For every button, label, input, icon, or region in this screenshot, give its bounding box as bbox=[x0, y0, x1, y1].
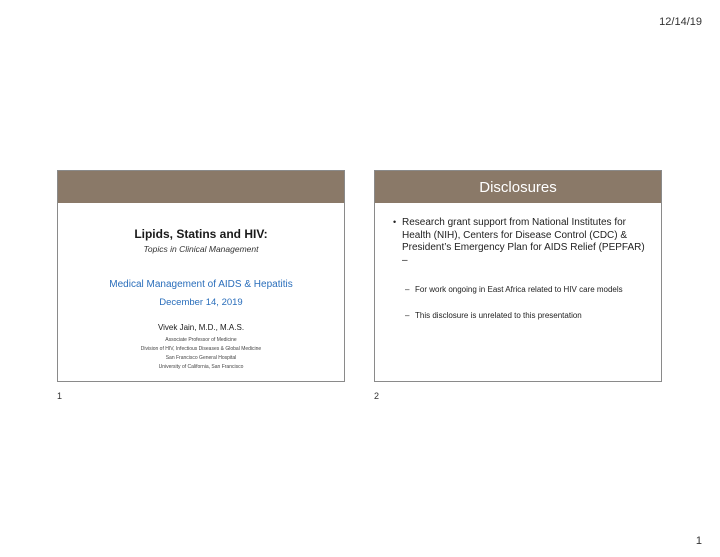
sub-bullet-text: This disclosure is unrelated to this presentation bbox=[415, 311, 582, 321]
speaker-name: Vivek Jain, M.D., M.A.S. bbox=[157, 323, 245, 332]
sub-bullet-item bbox=[405, 311, 645, 321]
sub-bullet-item bbox=[405, 285, 645, 295]
slide-1-number: 1 bbox=[57, 391, 63, 401]
affiliation-line: San Francisco General Hospital bbox=[165, 355, 237, 361]
page-date: 12/14/19 bbox=[659, 16, 702, 28]
slide-1-title: Lipids, Statins and HIV: bbox=[134, 227, 268, 241]
slide-1-header-bar bbox=[58, 171, 344, 203]
slide-1 bbox=[57, 170, 345, 382]
affiliation-line: Division of HIV, Infectious Diseases & Global Medicine bbox=[140, 346, 262, 352]
dash-icon: – bbox=[405, 285, 410, 294]
dash-icon: – bbox=[405, 311, 410, 321]
slide-1-subtitle: Topics in Clinical Management bbox=[143, 244, 259, 254]
bullet-text: Research grant support from National Institutes for Health (NIH), Centers for Disease Control (CDC) & President’s Emergency Plan for AIDS Relief (PEPFAR) – bbox=[402, 217, 645, 266]
affiliation-line: University of California, San Francisco bbox=[158, 364, 244, 370]
sub-bullet-text: For work ongoing in East Africa related to HIV care models bbox=[415, 285, 623, 294]
event-date: December 14, 2019 bbox=[159, 297, 243, 308]
slide-2-title: Disclosures bbox=[375, 171, 661, 203]
slide-2-bullets bbox=[393, 217, 645, 322]
event-name: Medical Management of AIDS & Hepatitis bbox=[109, 279, 293, 290]
page-number: 1 bbox=[695, 535, 702, 547]
bullet-item bbox=[393, 217, 645, 267]
affiliation-line: Associate Professor of Medicine bbox=[165, 337, 237, 343]
bullet-icon: • bbox=[393, 217, 397, 227]
slide-2-number: 2 bbox=[374, 391, 380, 401]
slide-2 bbox=[374, 170, 662, 382]
